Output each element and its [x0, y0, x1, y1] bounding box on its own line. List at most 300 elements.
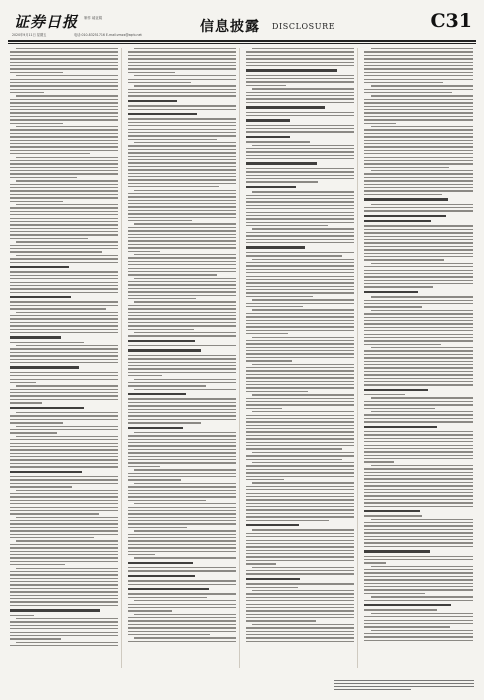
text-line: [134, 332, 236, 333]
text-line: [364, 246, 473, 247]
text-line: [246, 486, 354, 487]
text-line: [364, 106, 473, 107]
text-line: [128, 607, 236, 608]
heading-line: [128, 113, 197, 115]
text-line: [364, 458, 473, 459]
text-line: [246, 516, 354, 517]
text-line: [364, 623, 473, 624]
text-line: [371, 613, 473, 614]
text-line: [134, 223, 236, 224]
text-line: [10, 544, 118, 545]
text-line: [252, 299, 354, 300]
text-line: [246, 620, 316, 621]
text-line: [10, 605, 118, 606]
heading-line: [246, 106, 325, 108]
text-line: [246, 583, 354, 584]
text-line: [128, 627, 236, 628]
text-line: [246, 503, 354, 504]
text-line: [246, 438, 354, 439]
text-line: [246, 178, 354, 179]
text-line: [128, 459, 236, 460]
text-line: [364, 593, 425, 594]
text-line: [364, 99, 473, 100]
text-line: [364, 468, 473, 469]
text-line: [128, 355, 236, 356]
text-line: [10, 557, 118, 558]
text-line: [246, 607, 354, 608]
text-line: [10, 221, 118, 222]
text-line: [10, 453, 118, 454]
text-line: [134, 379, 236, 380]
text-line: [10, 520, 118, 521]
text-line: [16, 436, 118, 437]
text-line: [246, 65, 354, 66]
text-line: [364, 506, 473, 507]
text-line: [246, 343, 354, 344]
heading-line: [364, 198, 448, 200]
text-line: [364, 286, 433, 287]
heading-line: [246, 69, 337, 71]
text-line: [128, 452, 236, 453]
text-line: [364, 583, 473, 584]
text-line: [364, 536, 473, 537]
text-line: [128, 419, 236, 420]
text-line: [10, 372, 118, 373]
newspaper-page: [4, 4, 480, 696]
text-line: [252, 145, 354, 146]
text-line: [364, 636, 473, 637]
heading-line: [10, 266, 69, 268]
text-line: [364, 340, 473, 341]
text-line: [364, 445, 473, 446]
text-line: [246, 496, 354, 497]
contact-info: 电话:010-83251716 E-mail:zmzx@zqrb.net: [74, 33, 142, 37]
text-line: [10, 483, 118, 484]
text-line: [364, 68, 473, 69]
text-line: [128, 271, 236, 272]
text-line: [128, 466, 160, 467]
text-line: [246, 212, 354, 213]
text-line: [10, 275, 118, 276]
text-line: [10, 119, 118, 120]
text-line: [364, 371, 473, 372]
text-line: [10, 248, 118, 249]
text-line: [364, 62, 473, 63]
text-line: [10, 503, 118, 504]
text-line: [246, 448, 342, 449]
text-line: [371, 263, 473, 264]
text-line: [364, 499, 473, 500]
text-line: [10, 635, 118, 636]
text-line: [10, 146, 118, 147]
newspaper-logo: 证券日报: [14, 13, 79, 31]
text-line: [364, 532, 473, 533]
text-line: [128, 597, 207, 598]
text-line: [10, 415, 118, 416]
text-line: [246, 115, 354, 116]
text-line: [371, 596, 473, 597]
text-line: [252, 309, 354, 310]
text-line: [246, 155, 354, 156]
text-line: [246, 303, 354, 304]
text-line: [128, 631, 236, 632]
text-line: [128, 624, 236, 625]
text-line: [10, 419, 118, 420]
text-line: [10, 85, 118, 86]
text-line: [364, 109, 473, 110]
text-line: [364, 378, 473, 379]
text-line: [128, 620, 236, 621]
text-line: [128, 372, 236, 373]
text-line: [10, 510, 118, 511]
text-line: [128, 335, 236, 336]
text-line: [364, 232, 473, 233]
text-line: [364, 579, 473, 580]
text-line: [246, 391, 308, 392]
text-line: [246, 62, 354, 63]
footer-notice: [334, 680, 474, 692]
issue-date: 2020年9月11日 星期五: [12, 33, 47, 37]
text-line: [364, 586, 473, 587]
text-line: [128, 257, 236, 258]
text-line: [246, 158, 354, 159]
text-line: [10, 322, 118, 323]
text-line: [128, 513, 236, 514]
text-line: [10, 595, 118, 596]
text-line: [364, 361, 473, 362]
text-line: [10, 459, 118, 460]
text-line: [10, 201, 63, 202]
text-line: [134, 48, 236, 49]
text-line: [10, 500, 118, 501]
text-line: [128, 365, 236, 366]
text-line: [246, 398, 354, 399]
text-line: [128, 200, 236, 201]
text-line: [128, 445, 236, 446]
text-line: [10, 72, 63, 73]
text-line: [364, 374, 473, 375]
text-line: [246, 98, 354, 99]
text-line: [128, 173, 236, 174]
text-line: [10, 106, 118, 107]
editor-credit: 制作 郝亚娟: [84, 16, 103, 20]
text-line: [10, 325, 118, 326]
text-line: [134, 75, 236, 76]
text-line: [246, 175, 354, 176]
text-line: [246, 75, 354, 76]
text-line: [246, 125, 354, 126]
text-line: [128, 544, 236, 545]
text-line: [246, 513, 354, 514]
text-line: [16, 312, 118, 313]
text-line: [364, 626, 450, 627]
text-line: [364, 102, 473, 103]
text-line: [10, 375, 118, 376]
heading-line: [10, 471, 82, 473]
text-line: [246, 151, 354, 152]
text-line: [128, 220, 192, 221]
text-line: [364, 394, 405, 395]
text-line: [246, 195, 354, 196]
text-line: [364, 123, 396, 124]
text-line: [10, 564, 65, 565]
text-line: [246, 540, 354, 541]
text-line: [134, 614, 236, 615]
text-line: [10, 238, 88, 239]
text-line: [10, 231, 118, 232]
text-line: [128, 156, 236, 157]
heading-line: [10, 609, 100, 611]
text-line: [246, 556, 354, 557]
text-line: [246, 415, 354, 416]
text-line: [128, 479, 181, 480]
text-line: [364, 404, 473, 405]
text-line: [128, 288, 236, 289]
text-line: [10, 197, 118, 198]
text-line: [364, 140, 473, 141]
text-line: [246, 617, 354, 618]
text-line: [364, 79, 473, 80]
text-line: [10, 628, 118, 629]
text-line: [364, 225, 473, 226]
text-line: [128, 641, 236, 642]
text-line: [246, 340, 354, 341]
text-line: [364, 421, 473, 422]
text-line: [364, 207, 473, 208]
text-line: [128, 570, 236, 571]
text-line: [364, 327, 473, 328]
text-line: [128, 318, 236, 319]
text-line: [364, 461, 394, 462]
text-line: [246, 553, 354, 554]
text-line: [246, 573, 354, 574]
text-line: [10, 581, 118, 582]
text-line: [246, 435, 354, 436]
text-line: [246, 493, 354, 494]
text-line: [128, 149, 236, 150]
text-line: [10, 355, 118, 356]
heading-line: [364, 426, 437, 428]
text-line: [246, 201, 354, 202]
heading-line: [128, 575, 195, 577]
text-line: [252, 411, 354, 412]
text-line: [364, 143, 473, 144]
text-line: [10, 493, 118, 494]
text-line: [128, 500, 206, 501]
text-line: [246, 597, 354, 598]
text-line: [128, 51, 236, 52]
text-line: [16, 48, 118, 49]
text-line: [128, 584, 236, 585]
text-line: [128, 540, 236, 541]
text-line: [128, 227, 236, 228]
text-line: [371, 310, 473, 311]
text-line: [364, 236, 473, 237]
text-line: [246, 276, 354, 277]
text-line: [128, 325, 236, 326]
text-line: [246, 320, 354, 321]
text-line: [364, 259, 444, 260]
text-line: [128, 456, 236, 457]
text-line: [16, 157, 118, 158]
text-line: [364, 242, 473, 243]
text-line: [246, 225, 328, 226]
text-line: [364, 187, 473, 188]
text-line: [128, 139, 217, 140]
text-line: [134, 530, 236, 531]
text-line: [364, 249, 473, 250]
text-line: [16, 255, 118, 256]
text-line: [128, 68, 236, 69]
text-line: [128, 274, 217, 275]
text-line: [134, 469, 236, 470]
text-line: [364, 364, 473, 365]
heading-line: [246, 246, 305, 248]
text-line: [371, 411, 473, 412]
text-line: [10, 389, 118, 390]
text-line: [128, 230, 236, 231]
text-line: [246, 148, 354, 149]
text-line: [128, 213, 236, 214]
text-line: [10, 632, 118, 633]
text-line: [128, 449, 236, 450]
text-line: [364, 136, 473, 137]
heading-line: [10, 296, 71, 298]
text-line: [128, 132, 236, 133]
text-line: [16, 642, 118, 643]
text-line: [246, 313, 354, 314]
text-line: [364, 522, 473, 523]
text-line: [246, 272, 354, 273]
text-line: [371, 170, 473, 171]
text-line: [364, 133, 473, 134]
text-line: [128, 284, 236, 285]
text-line: [10, 571, 118, 572]
text-line: [10, 534, 118, 535]
text-line: [10, 163, 118, 164]
text-line: [246, 637, 354, 638]
text-line: [246, 614, 354, 615]
text-line: [16, 540, 118, 541]
text-line: [128, 298, 196, 299]
footer-text-line: [334, 683, 474, 684]
text-line: [10, 601, 118, 602]
text-line: [246, 408, 282, 409]
text-line: [128, 368, 236, 369]
text-line: [246, 404, 354, 405]
text-line: [16, 618, 118, 619]
text-line: [128, 210, 236, 211]
text-line: [364, 256, 473, 257]
text-line: [246, 222, 354, 223]
text-line: [128, 125, 236, 126]
text-line: [10, 348, 118, 349]
text-line: [364, 82, 443, 83]
text-line: [364, 455, 473, 456]
text-line: [134, 85, 236, 86]
text-line: [246, 168, 354, 169]
text-line: [246, 102, 354, 103]
text-line: [364, 112, 473, 113]
text-line: [364, 320, 473, 321]
text-line: [128, 493, 236, 494]
text-line: [10, 446, 118, 447]
text-line: [252, 48, 354, 49]
text-line: [16, 568, 118, 569]
text-line: [16, 345, 118, 346]
text-line: [10, 99, 118, 100]
text-line: [10, 140, 118, 141]
text-line: [10, 153, 90, 154]
text-line: [364, 72, 473, 73]
text-line: [364, 194, 442, 195]
text-line: [364, 431, 473, 432]
text-line: [364, 313, 473, 314]
text-line: [128, 89, 236, 90]
text-line: [252, 364, 354, 365]
text-line: [10, 395, 118, 396]
heading-line: [246, 119, 290, 121]
text-line: [128, 473, 236, 474]
heading-line: [246, 162, 317, 164]
text-line: [128, 610, 172, 611]
text-line: [10, 112, 118, 113]
text-line: [246, 198, 354, 199]
heading-line: [128, 393, 186, 395]
text-line: [10, 318, 118, 319]
text-line: [364, 451, 473, 452]
text-line: [246, 208, 354, 209]
text-line: [246, 306, 303, 307]
text-line: [246, 205, 354, 206]
text-line: [10, 92, 44, 93]
text-line: [364, 609, 437, 610]
text-line: [364, 401, 473, 402]
text-line: [246, 465, 354, 466]
text-line: [10, 625, 118, 626]
text-line: [128, 527, 187, 528]
text-line: [10, 116, 118, 117]
text-line: [10, 234, 118, 235]
text-line: [128, 551, 236, 552]
text-line: [10, 194, 118, 195]
heading-line: [128, 427, 183, 429]
text-line: [246, 141, 310, 142]
text-line: [134, 637, 236, 638]
text-line: [10, 315, 118, 316]
text-line: [364, 515, 422, 516]
text-line: [246, 279, 354, 280]
text-line: [364, 89, 473, 90]
text-line: [128, 385, 206, 386]
text-line: [364, 384, 473, 385]
text-line: [252, 228, 354, 229]
text-line: [10, 547, 118, 548]
text-line: [10, 136, 118, 137]
text-line: [364, 303, 473, 304]
text-line: [128, 152, 236, 153]
text-line: [10, 379, 118, 380]
text-line: [128, 186, 219, 187]
text-line: [364, 129, 473, 130]
text-line: [246, 316, 354, 317]
text-line: [10, 399, 118, 400]
text-line: [364, 408, 435, 409]
text-line: [128, 496, 236, 497]
text-line: [10, 82, 118, 83]
text-line: [246, 235, 354, 236]
text-line: [134, 503, 236, 504]
